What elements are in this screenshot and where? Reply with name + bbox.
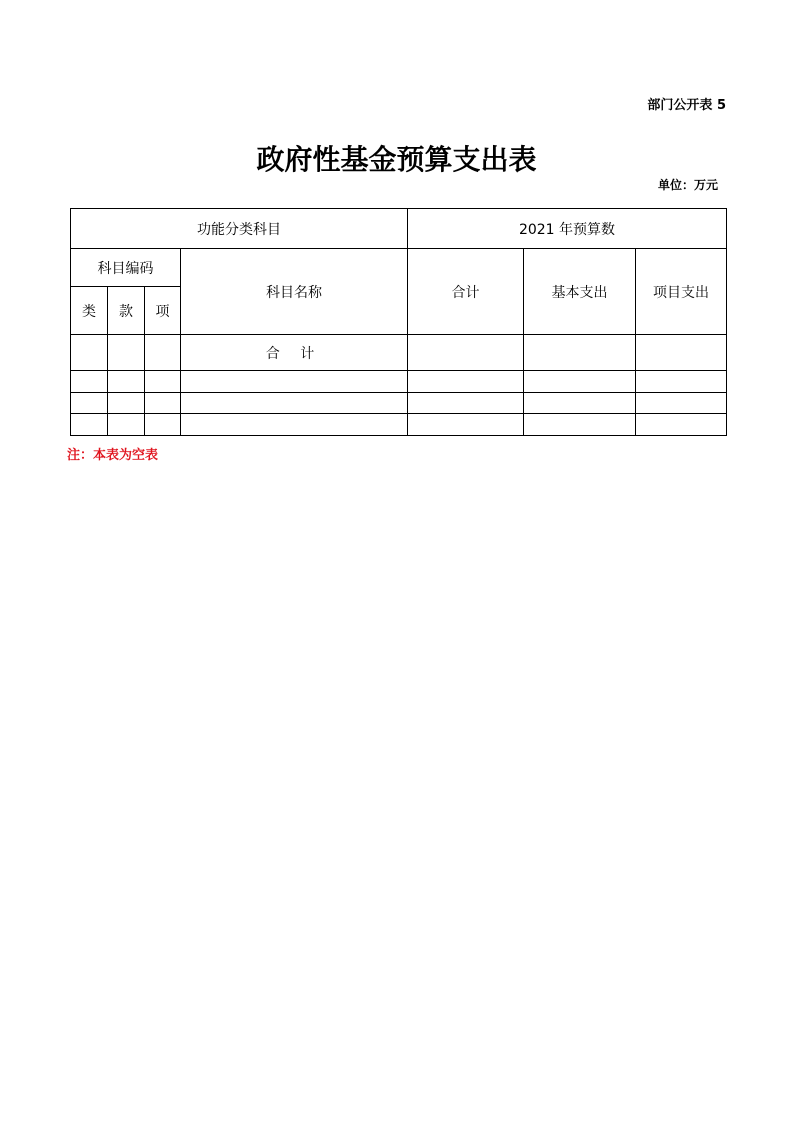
table-cell [145, 335, 181, 371]
budget-table [70, 208, 727, 436]
table-cell [71, 371, 108, 393]
total-row-label: 合 计 [181, 335, 408, 371]
table-cell [524, 393, 636, 414]
table-cell [636, 414, 727, 436]
page-title: 政府性基金预算支出表 [256, 143, 537, 176]
table-cell [71, 393, 108, 414]
project-expenditure-header: 项目支出 [636, 249, 727, 335]
table-cell [408, 414, 524, 436]
empty-table-note: 注：本表为空表 [67, 448, 159, 463]
subject-name-header: 科目名称 [181, 249, 408, 335]
table-row [71, 371, 727, 393]
table-cell [408, 335, 524, 371]
table-row [71, 414, 727, 436]
header-row-2 [71, 249, 727, 287]
header-row-1 [71, 209, 727, 249]
table-cell [145, 371, 181, 393]
subject-code-header: 科目编码 [71, 249, 181, 287]
table-cell [71, 414, 108, 436]
table-cell [108, 414, 145, 436]
table-cell [181, 414, 408, 436]
table-cell [636, 393, 727, 414]
table-cell [636, 335, 727, 371]
table-cell [108, 393, 145, 414]
table-cell [145, 393, 181, 414]
table-row [71, 393, 727, 414]
table-cell [524, 414, 636, 436]
table-cell [408, 371, 524, 393]
table-cell [408, 393, 524, 414]
table-cell [108, 335, 145, 371]
total-header: 合计 [408, 249, 524, 335]
form-number: 部门公开表 5 [647, 98, 726, 113]
table-cell [108, 371, 145, 393]
category-header: 类 [71, 287, 108, 335]
table-cell [145, 414, 181, 436]
table-cell [524, 335, 636, 371]
table-cell [181, 393, 408, 414]
total-row [71, 335, 727, 371]
functional-classification-header: 功能分类科目 [71, 209, 408, 249]
item-header: 项 [145, 287, 181, 335]
table-cell [71, 335, 108, 371]
basic-expenditure-header: 基本支出 [524, 249, 636, 335]
table-cell [636, 371, 727, 393]
section-header: 款 [108, 287, 145, 335]
table-cell [524, 371, 636, 393]
unit-label: 单位：万元 [657, 178, 718, 192]
table-cell [181, 371, 408, 393]
budget-year-header: 2021 年预算数 [408, 209, 727, 249]
